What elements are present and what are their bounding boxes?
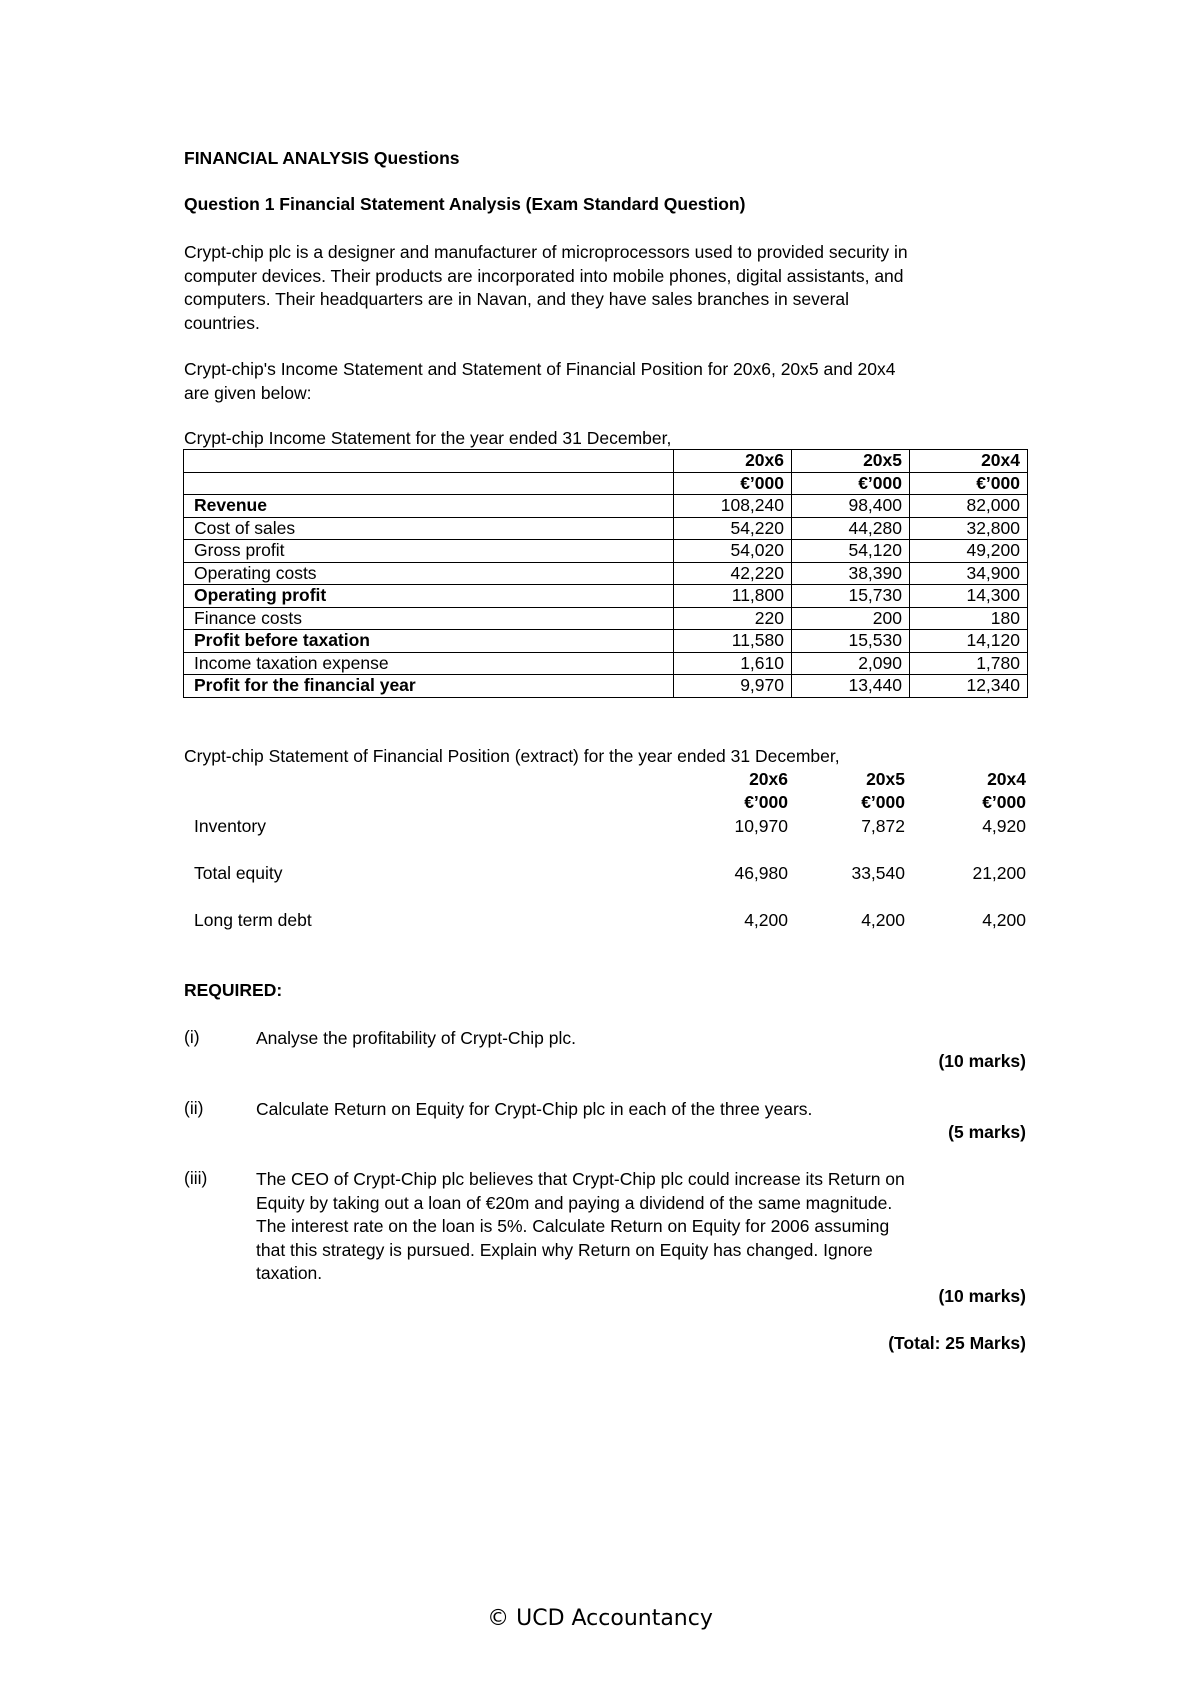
cell-value: 11,800 (674, 585, 792, 608)
marks-label: (10 marks) (938, 1051, 1026, 1071)
table-row (184, 675, 1028, 698)
intro-line: computers. Their headquarters are in Navan, and they have sales branches in several (184, 289, 850, 309)
cell-value: 2,090 (792, 652, 910, 675)
row-label: Operating profit (184, 585, 674, 608)
income-statement-caption: Crypt-chip Income Statement for the year ended 31 December, (184, 428, 672, 448)
cell-value: 4,200 (744, 910, 788, 930)
row-label: Long term debt (194, 910, 312, 930)
table-header-blank (184, 450, 674, 473)
footer-copyright: © UCD Accountancy (487, 1606, 713, 1631)
cell-value: 82,000 (910, 495, 1028, 518)
table-row (184, 562, 1028, 585)
table-header-row (184, 450, 1028, 473)
cell-value: 98,400 (792, 495, 910, 518)
row-label: Cost of sales (184, 517, 674, 540)
year-header: 20x6 (749, 769, 788, 789)
cell-value: 4,920 (982, 816, 1026, 836)
row-label: Total equity (194, 863, 283, 883)
intro-paragraph (184, 241, 1044, 335)
marks-label: (10 marks) (938, 1286, 1026, 1306)
fp-unit-header-row (184, 792, 1026, 816)
row-label: Income taxation expense (184, 652, 674, 675)
fp-row (184, 910, 1026, 934)
cell-value: 54,220 (674, 517, 792, 540)
unit-header: €’000 (792, 472, 910, 495)
question-line: The CEO of Crypt-Chip plc believes that Crypt-Chip plc could increase its Return on (256, 1169, 905, 1189)
question-number: (iii) (184, 1168, 208, 1188)
fp-row (184, 863, 1026, 887)
cell-value: 180 (910, 607, 1028, 630)
given-line: Crypt-chip's Income Statement and Statement of Financial Position for 20x6, 20x5 and 20x4 (184, 359, 896, 379)
year-header: 20x4 (987, 769, 1026, 789)
row-label: Profit for the financial year (184, 675, 674, 698)
marks-label: (5 marks) (948, 1122, 1026, 1142)
cell-value: 34,900 (910, 562, 1028, 585)
row-label: Finance costs (184, 607, 674, 630)
cell-value: 15,730 (792, 585, 910, 608)
unit-header: €’000 (861, 792, 905, 812)
cell-value: 49,200 (910, 540, 1028, 563)
cell-value: 42,220 (674, 562, 792, 585)
intro-line: countries. (184, 312, 260, 333)
question-number: (ii) (184, 1098, 204, 1118)
question-line: The interest rate on the loan is 5%. Calculate Return on Equity for 2006 assuming (256, 1216, 890, 1236)
cell-value: 46,980 (734, 863, 788, 883)
row-label: Operating costs (184, 562, 674, 585)
cell-value: 220 (674, 607, 792, 630)
cell-value: 38,390 (792, 562, 910, 585)
cell-value: 13,440 (792, 675, 910, 698)
total-marks: (Total: 25 Marks) (888, 1333, 1026, 1353)
cell-value: 1,610 (674, 652, 792, 675)
row-label: Profit before taxation (184, 630, 674, 653)
row-label: Gross profit (184, 540, 674, 563)
cell-value: 15,530 (792, 630, 910, 653)
cell-value: 1,780 (910, 652, 1028, 675)
question-text (256, 1168, 1026, 1286)
year-header: 20x5 (866, 769, 905, 789)
table-units-row (184, 472, 1028, 495)
cell-value: 12,340 (910, 675, 1028, 698)
question-line: taxation. (256, 1263, 323, 1283)
fp-row (184, 816, 1026, 840)
required-heading: REQUIRED: (184, 980, 283, 1000)
year-header: 20x6 (674, 450, 792, 473)
question-text (256, 1027, 1026, 1051)
intro-line: computer devices. Their products are incorporated into mobile phones, digital assistants, and (184, 265, 904, 286)
row-label: Revenue (184, 495, 674, 518)
year-header: 20x4 (910, 450, 1028, 473)
cell-value: 32,800 (910, 517, 1028, 540)
cell-value: 44,280 (792, 517, 910, 540)
question-title: Question 1 Financial Statement Analysis (Exam Standard Question) (184, 194, 746, 214)
question-line: Calculate Return on Equity for Crypt-Chip plc in each of the three years. (256, 1099, 813, 1119)
unit-header: €’000 (982, 792, 1026, 812)
table-row (184, 540, 1028, 563)
cell-value: 4,200 (982, 910, 1026, 930)
cell-value: 14,120 (910, 630, 1028, 653)
given-line: are given below: (184, 382, 312, 403)
table-row (184, 630, 1028, 653)
question-line: Equity by taking out a loan of €20m and paying a dividend of the same magnitude. (256, 1192, 893, 1213)
question-text (256, 1098, 1026, 1122)
given-paragraph (184, 358, 1044, 405)
intro-line: Crypt-chip plc is a designer and manufacturer of microprocessors used to provided security in (184, 242, 908, 262)
unit-header: €’000 (674, 472, 792, 495)
cell-value: 54,120 (792, 540, 910, 563)
table-units-blank (184, 472, 674, 495)
cell-value: 7,872 (861, 816, 905, 836)
cell-value: 33,540 (851, 863, 905, 883)
cell-value: 11,580 (674, 630, 792, 653)
table-row (184, 495, 1028, 518)
table-row (184, 652, 1028, 675)
cell-value: 4,200 (861, 910, 905, 930)
question-line: that this strategy is pursued. Explain why Return on Equity has changed. Ignore (256, 1239, 873, 1260)
income-statement-table (183, 449, 1028, 698)
cell-value: 108,240 (674, 495, 792, 518)
table-row (184, 607, 1028, 630)
fp-year-header-row (184, 769, 1026, 793)
cell-value: 21,200 (972, 863, 1026, 883)
financial-position-caption: Crypt-chip Statement of Financial Position (extract) for the year ended 31 December, (184, 746, 840, 766)
cell-value: 200 (792, 607, 910, 630)
question-line: Analyse the profitability of Crypt-Chip plc. (256, 1028, 576, 1048)
table-row (184, 585, 1028, 608)
unit-header: €’000 (910, 472, 1028, 495)
cell-value: 54,020 (674, 540, 792, 563)
unit-header: €’000 (744, 792, 788, 812)
row-label: Inventory (194, 816, 266, 836)
cell-value: 9,970 (674, 675, 792, 698)
table-row (184, 517, 1028, 540)
question-number: (i) (184, 1027, 200, 1047)
document-heading: FINANCIAL ANALYSIS Questions (184, 148, 460, 168)
year-header: 20x5 (792, 450, 910, 473)
cell-value: 10,970 (734, 816, 788, 836)
cell-value: 14,300 (910, 585, 1028, 608)
